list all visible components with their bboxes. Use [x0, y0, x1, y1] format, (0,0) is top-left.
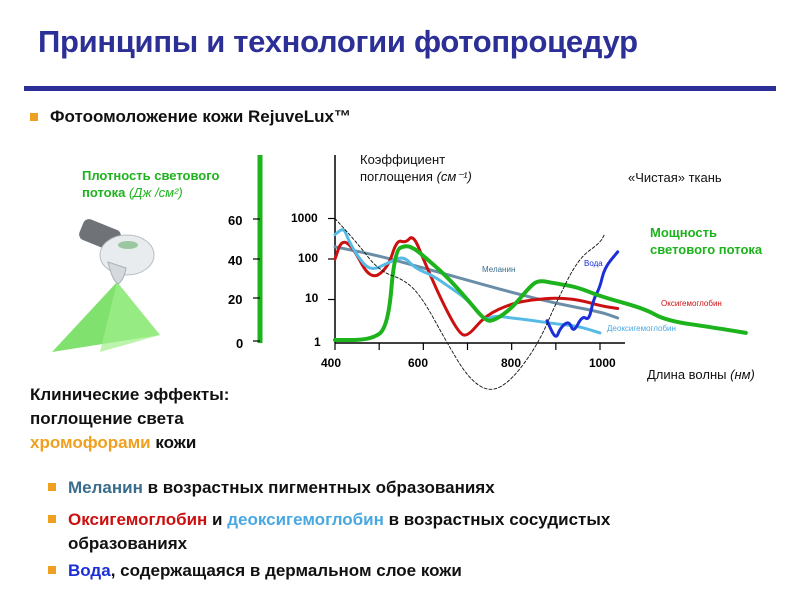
- bullet-melanin-term: Меланин: [68, 478, 143, 497]
- series-label-oxy: Оксигемоглобин: [661, 299, 722, 308]
- clinical-line2: поглощение света: [30, 409, 184, 428]
- bullet-melanin-text: в возрастных пигментных образованиях: [142, 478, 495, 497]
- bullet-melanin: [68, 476, 495, 500]
- bullet-oxy-term: Оксигемоглобин: [68, 510, 208, 529]
- clinical-line1: Клинические эффекты:: [30, 385, 230, 404]
- bullet-water-term: Вода: [68, 561, 111, 580]
- fluence-label-line2: потока: [82, 185, 126, 200]
- power-label-line2: светового потока: [650, 242, 763, 257]
- fluence-tick-20: 20: [228, 292, 243, 307]
- bullet-square-icon: [48, 566, 56, 574]
- clean-tissue-label: «Чистая» ткань: [628, 170, 722, 185]
- power-label-line1: Мощность: [650, 225, 717, 240]
- series-label-deoxy: Деоксигемоглобин: [607, 324, 676, 333]
- clinical-tail: кожи: [150, 433, 197, 452]
- bullet-square-icon: [48, 483, 56, 491]
- clinical-highlight: хромофорами: [30, 433, 151, 452]
- bullet-water: [68, 559, 462, 583]
- slide-title: Принципы и технологии фотопроцедур: [38, 24, 638, 59]
- bullet-hemo-and: и: [207, 510, 228, 529]
- x-tick-600: 600: [408, 356, 429, 370]
- clinical-effects: [30, 383, 229, 455]
- fluence-tick-60: 60: [228, 213, 243, 228]
- fluence-label-line1: Плотность светового: [82, 168, 220, 183]
- slide-subtitle: Фотоомоложение кожи RejuveLux™: [50, 107, 351, 126]
- y-tick-1000: 1000: [291, 211, 318, 225]
- series-line-4: [335, 246, 746, 340]
- chart-ylabel-line1: Коэффициент: [360, 152, 446, 167]
- bullet-deoxy-term: деоксигемоглобин: [227, 510, 384, 529]
- bullet-water-text: , содержащаяся в дермальном слое кожи: [110, 561, 462, 580]
- ipl-handpiece-icon: [52, 217, 160, 352]
- handpiece-logo: [118, 241, 138, 249]
- series-label-water: Вода: [584, 259, 603, 268]
- bullet-hemoglobin: [68, 508, 610, 556]
- fluence-tick-0: 0: [236, 336, 244, 351]
- series-label-melanin: Меланин: [482, 265, 516, 274]
- x-tick-800: 800: [501, 356, 522, 370]
- handpiece-body: [100, 235, 154, 275]
- fluence-tick-40: 40: [228, 253, 243, 268]
- y-tick-100: 100: [298, 251, 319, 265]
- y-tick-1: 1: [314, 335, 321, 349]
- chart-ylabel-line2: поглощения: [360, 169, 433, 184]
- x-tick-1000: 1000: [589, 356, 616, 370]
- chart-yunit: (см⁻¹): [436, 169, 472, 184]
- bullet-hemo-text: в возрастных сосудистых: [383, 510, 611, 529]
- chart-xunit: (нм): [730, 367, 755, 382]
- x-tick-400: 400: [321, 356, 342, 370]
- bullet-square-icon: [48, 515, 56, 523]
- bullet-hemo-text2: образованиях: [68, 534, 188, 553]
- y-tick-10: 10: [305, 291, 319, 305]
- chart-xlabel-text: Длина волны: [647, 367, 727, 382]
- fluence-unit: (Дж /см²): [128, 185, 183, 200]
